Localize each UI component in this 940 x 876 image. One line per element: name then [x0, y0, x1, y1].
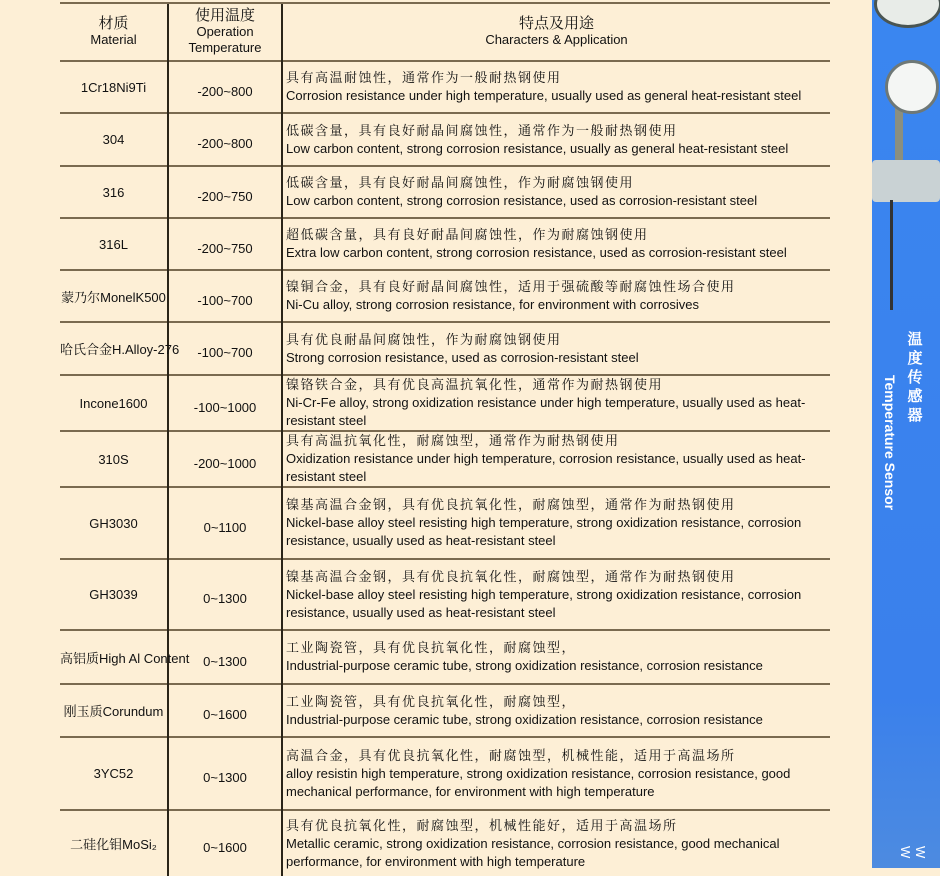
- header-char-en: Characters & Application: [485, 32, 628, 47]
- header-char-zh: 特点及用途: [518, 15, 594, 32]
- description-cell: [282, 431, 830, 487]
- description-en: Nickel-base alloy steel resisting high temperature, strong oxidization resistance, corrosion resistance, usually used as heat-resistant steel: [286, 515, 802, 548]
- header-temp-zh: 使用温度: [194, 7, 255, 24]
- temperature-range: -200~800: [197, 83, 253, 99]
- gauge-icon: [885, 60, 939, 114]
- table-header-row: [60, 3, 830, 61]
- material-name: 316L: [99, 236, 128, 252]
- description-cell: [282, 270, 830, 322]
- material-cell: [60, 737, 168, 810]
- side-title-en: Temperature Sensor: [882, 375, 898, 511]
- temperature-range: -200~1000: [193, 455, 257, 471]
- description-en: Strong corrosion resistance, used as corrosion-resistant steel: [286, 349, 639, 365]
- temperature-cell: [168, 166, 282, 218]
- description-en: Metallic ceramic, strong oxidization resistance, corrosion resistance, good mechanical performance, for environment with high temperature: [286, 835, 780, 869]
- material-name: 哈氏合金H.Alloy-276: [60, 342, 180, 357]
- description-en: Low carbon content, strong corrosion resistance, usually as general heat-resistant steel: [286, 140, 789, 156]
- header-material-zh: 材质: [98, 15, 129, 32]
- temperature-range: -100~1000: [193, 399, 257, 415]
- table-row: [60, 810, 830, 876]
- temperature-cell: [168, 322, 282, 375]
- description-zh: 具有高温耐蚀性，通常作为一般耐热钢使用: [286, 70, 562, 85]
- header-material: [60, 3, 168, 61]
- temperature-range: -200~800: [197, 136, 253, 151]
- description-cell: [282, 559, 830, 630]
- temperature-cell: [168, 270, 282, 322]
- sensor-pipe-image: [895, 105, 903, 160]
- material-table: [60, 2, 830, 876]
- header-characters: [282, 3, 830, 61]
- temperature-range: 0~1300: [203, 770, 247, 785]
- temperature-range: -200~750: [197, 188, 253, 204]
- material-name: 二硅化钼MoSi₂: [70, 837, 157, 852]
- side-bottom-text: W W: [898, 846, 928, 859]
- description-zh: 工业陶瓷管，具有优良抗氧化性，耐腐蚀型，: [286, 693, 577, 709]
- material-cell: [60, 218, 168, 270]
- temperature-range: 0~1100: [203, 519, 247, 535]
- table-row: [60, 166, 830, 218]
- table-row: [60, 375, 830, 431]
- material-name: GH3030: [89, 515, 138, 531]
- temperature-cell: [168, 559, 282, 630]
- description-cell: [282, 737, 830, 810]
- material-cell: [60, 322, 180, 375]
- temperature-range: 0~1600: [203, 707, 247, 722]
- description-en: Low carbon content, strong corrosion resistance, used as corrosion-resistant steel: [286, 193, 758, 208]
- sensor-head-image: [872, 160, 940, 202]
- temperature-cell: [168, 431, 282, 487]
- temperature-cell: [168, 61, 282, 113]
- material-cell: [60, 810, 168, 876]
- table-row: [60, 431, 830, 487]
- description-cell: [282, 113, 830, 166]
- header-material-en: Material: [90, 32, 137, 47]
- side-title-zh: 温 度 传 感 器: [907, 331, 923, 424]
- table-row: [60, 559, 830, 630]
- table-row: [60, 684, 830, 737]
- material-cell: [60, 630, 190, 684]
- sensor-probe-image: [890, 200, 893, 310]
- material-cell: [60, 166, 168, 218]
- description-cell: [282, 375, 830, 431]
- material-cell: [60, 487, 168, 559]
- description-en: Industrial-purpose ceramic tube, strong oxidization resistance, corrosion resistance: [286, 658, 763, 673]
- material-name: 304: [102, 132, 125, 147]
- description-zh: 工业陶瓷管，具有优良抗氧化性，耐腐蚀型，: [286, 640, 577, 655]
- table-row: [60, 61, 830, 113]
- material-name: GH3039: [89, 587, 138, 602]
- temperature-cell: [168, 810, 282, 876]
- temperature-cell: [168, 113, 282, 166]
- description-cell: [282, 684, 830, 737]
- material-cell: [60, 431, 168, 487]
- material-cell: [60, 375, 168, 431]
- description-en: Nickel-base alloy steel resisting high temperature, strong oxidization resistance, corrosion resistance, usually used as heat-resistant steel: [286, 586, 802, 620]
- material-name: 1Cr18Ni9Ti: [80, 79, 147, 95]
- table-row: [60, 322, 830, 375]
- temperature-range: -100~700: [197, 292, 253, 308]
- description-cell: [282, 810, 830, 876]
- material-name: 刚玉质Corundum: [63, 704, 164, 719]
- material-cell: [60, 270, 168, 322]
- description-en: Ni-Cr-Fe alloy, strong oxidization resistance under high temperature, usually used as heat-resistant steel: [286, 395, 806, 428]
- description-cell: [282, 487, 830, 559]
- material-cell: [60, 684, 168, 737]
- header-temp-en1: Operation: [196, 24, 254, 39]
- description-zh: 低碳含量，具有良好耐晶间腐蚀性，通常作为一般耐热钢使用: [286, 122, 678, 138]
- description-en: Extra low carbon content, strong corrosion resistance, used as corrosion-resistant steel: [286, 245, 787, 260]
- description-zh: 镍基高温合金钢，具有优良抗氧化性，耐腐蚀型，通常作为耐热钢使用: [286, 568, 736, 584]
- table-row: [60, 270, 830, 322]
- description-en: Ni-Cu alloy, strong corrosion resistance, for environment with corrosives: [286, 297, 700, 312]
- table-row: [60, 737, 830, 810]
- description-cell: [282, 322, 830, 375]
- table-row: [60, 630, 830, 684]
- description-zh: 镍铜合金，具有良好耐晶间腐蚀性，适用于强硫酸等耐腐蚀性场合使用: [286, 279, 736, 294]
- material-name: Incone1600: [79, 395, 148, 411]
- temperature-range: -100~700: [197, 345, 253, 360]
- table-row: [60, 113, 830, 166]
- description-zh: 高温合金，具有优良抗氧化性，耐腐蚀型，机械性能，适用于高温场所: [286, 747, 736, 763]
- temperature-range: -200~750: [197, 240, 253, 256]
- description-en: Industrial-purpose ceramic tube, strong oxidization resistance, corrosion resistance: [286, 711, 763, 727]
- material-cell: [60, 61, 168, 113]
- temperature-cell: [168, 487, 282, 559]
- table-row: [60, 218, 830, 270]
- material-name: 蒙乃尔MonelK500: [61, 289, 166, 305]
- temperature-cell: [168, 737, 282, 810]
- description-en: Corrosion resistance under high temperature, usually used as general heat-resistant steel: [286, 88, 802, 103]
- temperature-cell: [168, 375, 282, 431]
- material-name: 3YC52: [93, 766, 134, 781]
- description-cell: [282, 166, 830, 218]
- header-temp-en2: Temperature: [188, 40, 262, 55]
- temperature-range: 0~1300: [203, 591, 247, 606]
- description-zh: 具有优良抗氧化性，耐腐蚀型，机械性能好，适用于高温场所: [286, 817, 678, 833]
- temperature-range: 0~1600: [203, 840, 247, 855]
- description-cell: [282, 218, 830, 270]
- description-zh: 具有优良耐晶间腐蚀性，作为耐腐蚀钢使用: [286, 331, 562, 347]
- material-name: 316: [102, 184, 125, 200]
- description-zh: 超低碳含量，具有良好耐晶间腐蚀性，作为耐腐蚀钢使用: [286, 227, 649, 242]
- material-cell: [60, 113, 168, 166]
- description-cell: [282, 630, 830, 684]
- temperature-range: 0~1300: [203, 653, 247, 669]
- material-name: 高铝质High Al Content: [60, 650, 190, 666]
- description-en: Oxidization resistance under high temperature, corrosion resistance, usually used as heat-resistant steel: [286, 451, 806, 484]
- material-cell: [60, 559, 168, 630]
- description-zh: 镍铬铁合金，具有优良高温抗氧化性，通常作为耐热钢使用: [286, 377, 664, 392]
- description-zh: 镍基高温合金钢，具有优良抗氧化性，耐腐蚀型，通常作为耐热钢使用: [286, 497, 736, 512]
- table-row: [60, 487, 830, 559]
- material-name: 310S: [98, 451, 129, 467]
- description-zh: 低碳含量，具有良好耐晶间腐蚀性，作为耐腐蚀钢使用: [286, 175, 635, 190]
- description-cell: [282, 61, 830, 113]
- header-temperature: [168, 3, 282, 61]
- temperature-cell: [168, 684, 282, 737]
- description-zh: 具有高温抗氧化性，耐腐蚀型，通常作为耐热钢使用: [286, 433, 620, 448]
- temperature-cell: [168, 218, 282, 270]
- description-en: alloy resistin high temperature, strong oxidization resistance, corrosion resistance, good mechanical performance, for environment with high temperature: [286, 765, 791, 799]
